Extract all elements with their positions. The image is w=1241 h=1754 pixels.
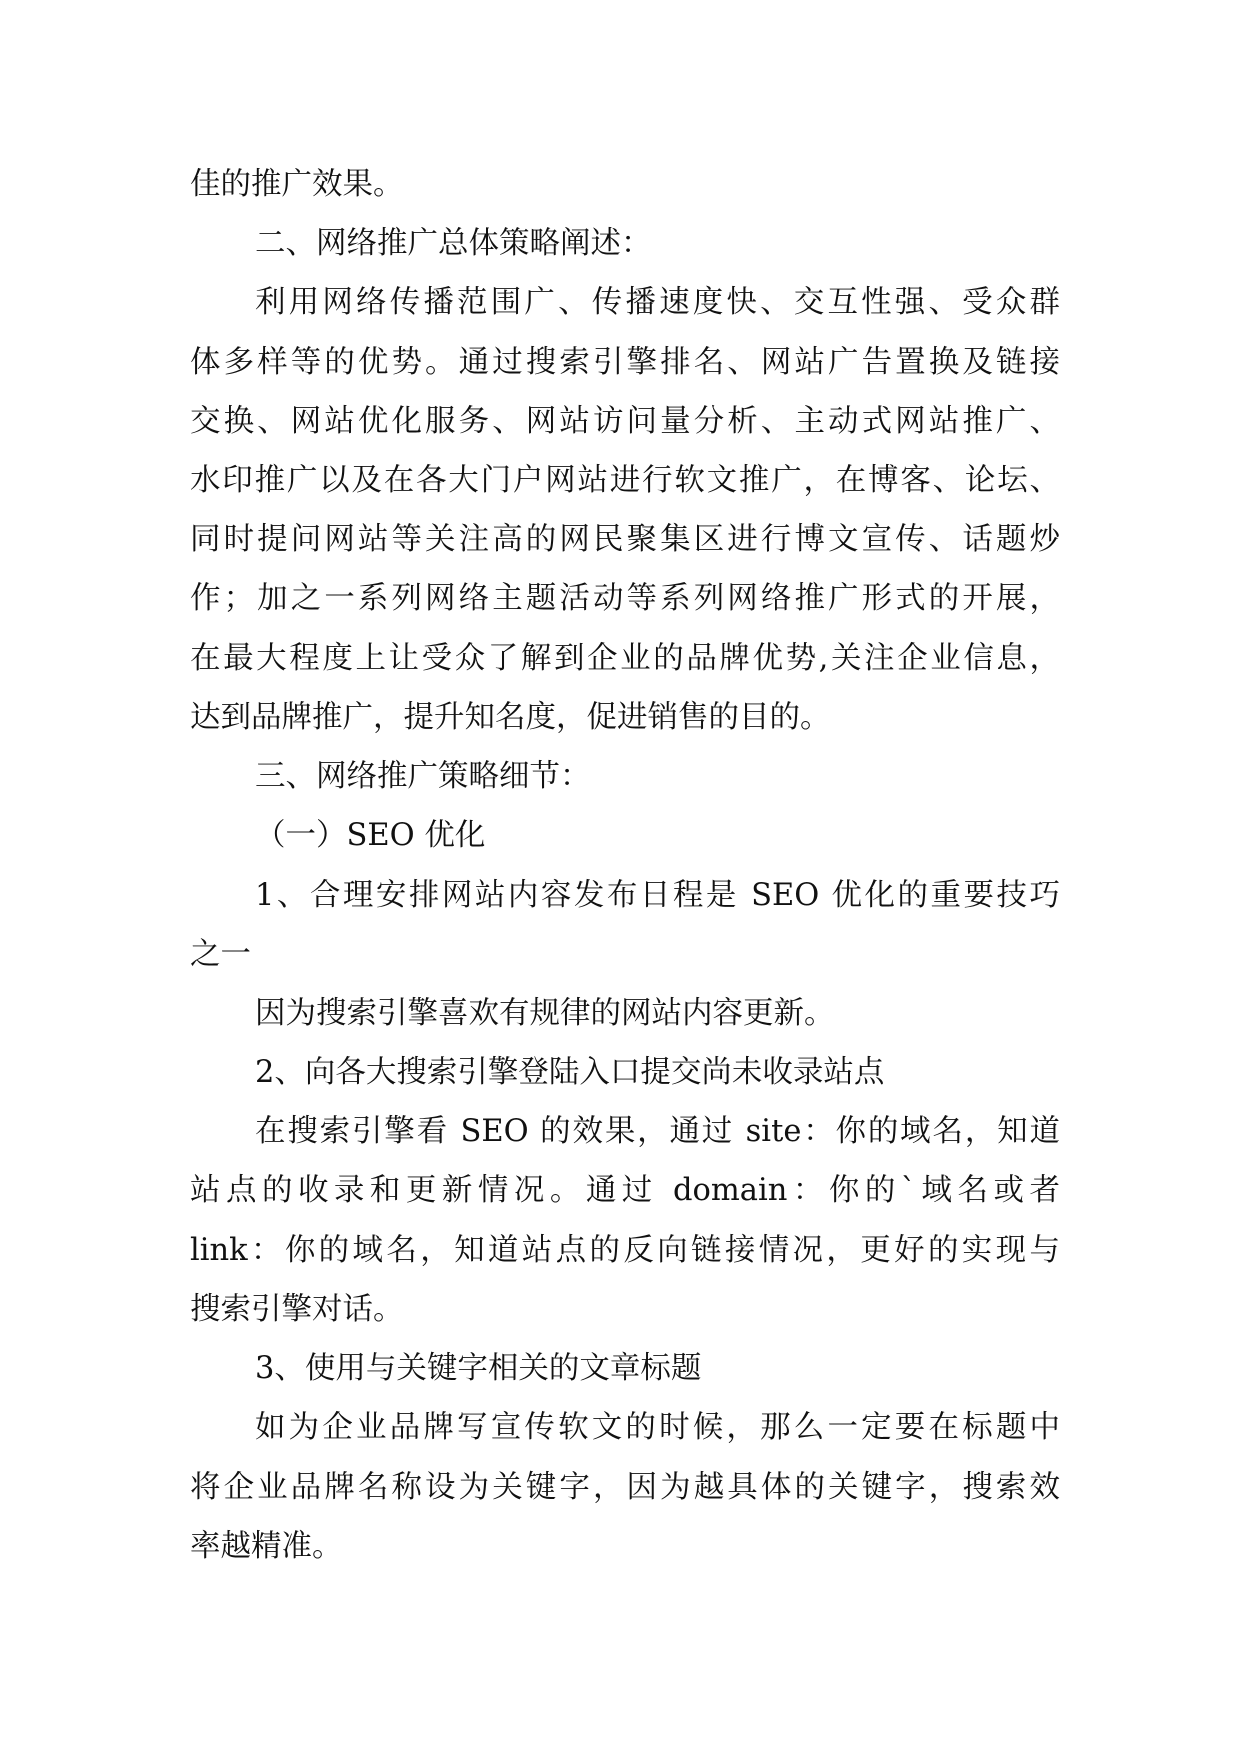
text-line-19: link：你的域名，知道站点的反向链接情况，更好的实现与 bbox=[190, 1233, 1060, 1268]
subheading-seo: （一）SEO 优化 bbox=[255, 818, 486, 853]
text-line-21: 3、使用与关键字相关的文章标题 bbox=[255, 1351, 702, 1386]
text-line-13: 1、合理安排网站内容发布日程是 SEO 优化的重要技巧 bbox=[255, 878, 1060, 913]
text-line-15: 因为搜索引擎喜欢有规律的网站内容更新。 bbox=[255, 996, 835, 1031]
heading-section-3: 三、网络推广策略细节： bbox=[255, 759, 591, 794]
text-line-3: 利用网络传播范围广、传播速度快、交互性强、受众群 bbox=[255, 285, 1060, 320]
text-line-6: 水印推广以及在各大门户网站进行软文推广，在博客、论坛、 bbox=[190, 463, 1060, 498]
text-line-4: 体多样等的优势。通过搜索引擎排名、网站广告置换及链接 bbox=[190, 345, 1060, 380]
heading-section-2: 二、网络推广总体策略阐述： bbox=[255, 226, 652, 261]
text-line-7: 同时提问网站等关注高的网民聚集区进行博文宣传、话题炒 bbox=[190, 522, 1060, 557]
text-line-1: 佳的推广效果。 bbox=[190, 167, 404, 202]
text-line-8: 作；加之一系列网络主题活动等系列网络推广形式的开展， bbox=[190, 581, 1060, 616]
text-line-23: 将企业品牌名称设为关键字，因为越具体的关键字，搜索效 bbox=[190, 1470, 1060, 1505]
text-line-5: 交换、网站优化服务、网站访问量分析、主动式网站推广、 bbox=[190, 404, 1060, 439]
text-line-9: 在最大程度上让受众了解到企业的品牌优势,关注企业信息， bbox=[190, 641, 1060, 676]
text-line-16: 2、向各大搜索引擎登陆入口提交尚未收录站点 bbox=[255, 1055, 885, 1090]
text-line-14: 之一 bbox=[190, 937, 251, 972]
text-line-18: 站点的收录和更新情况。通过 domain：你的`域名或者 bbox=[190, 1173, 1060, 1208]
text-line-10: 达到品牌推广，提升知名度，促进销售的目的。 bbox=[190, 700, 831, 735]
text-line-22: 如为企业品牌写宣传软文的时候，那么一定要在标题中 bbox=[255, 1410, 1060, 1445]
text-line-20: 搜索引擎对话。 bbox=[190, 1292, 404, 1327]
text-line-17: 在搜索引擎看 SEO 的效果，通过 site：你的域名，知道 bbox=[255, 1114, 1060, 1149]
text-line-24: 率越精准。 bbox=[190, 1529, 343, 1564]
